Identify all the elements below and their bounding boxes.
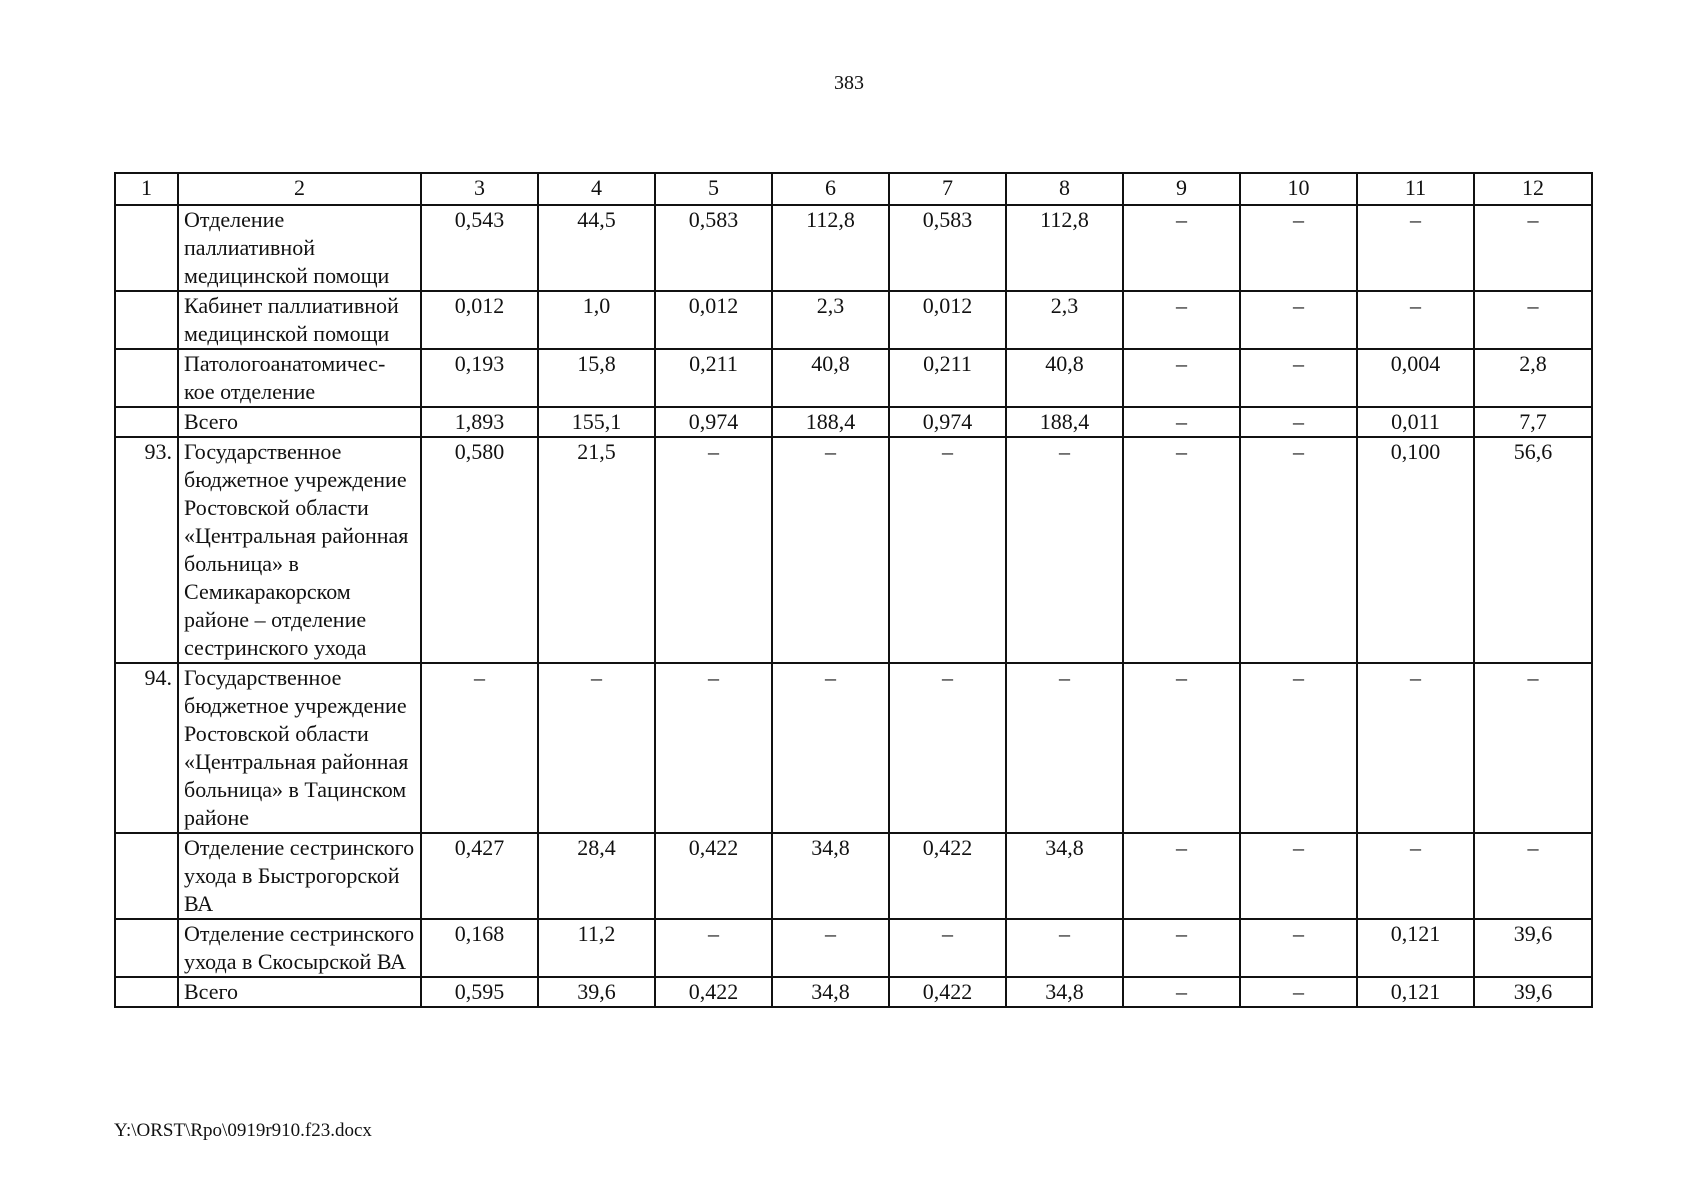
row-number — [115, 205, 178, 291]
table-cell: 188,4 — [772, 407, 889, 437]
column-header: 5 — [655, 173, 772, 205]
table-cell: – — [1240, 349, 1357, 407]
table-cell: – — [1006, 437, 1123, 663]
table-cell: 0,543 — [421, 205, 538, 291]
column-header: 10 — [1240, 173, 1357, 205]
row-number — [115, 833, 178, 919]
table-cell: – — [1123, 437, 1240, 663]
table-cell: – — [1474, 833, 1592, 919]
table-cell: 21,5 — [538, 437, 655, 663]
row-name: Кабинет паллиативной медицинской помощи — [178, 291, 421, 349]
table-cell: – — [1240, 663, 1357, 833]
table-cell: – — [1357, 833, 1474, 919]
table-cell: 34,8 — [1006, 833, 1123, 919]
column-header: 11 — [1357, 173, 1474, 205]
table-cell: 2,3 — [772, 291, 889, 349]
table-cell: 39,6 — [538, 977, 655, 1007]
table-cell: – — [1123, 291, 1240, 349]
row-name: Патологоанатомичес-кое отделение — [178, 349, 421, 407]
table-cell: 0,583 — [889, 205, 1006, 291]
table-cell: – — [1240, 437, 1357, 663]
table-cell: 11,2 — [538, 919, 655, 977]
table-row — [115, 919, 1592, 977]
column-header: 12 — [1474, 173, 1592, 205]
row-name: Отделение сестринского ухода в Быстрогорской ВА — [178, 833, 421, 919]
table-cell: – — [772, 663, 889, 833]
table-cell: – — [1240, 919, 1357, 977]
table-body — [115, 173, 1592, 1007]
row-name: Государственное бюджетное учреждение Ростовской области «Центральная районная больница» в Семикаракорском районе – отделение сестринского ухода — [178, 437, 421, 663]
table-cell: 1,0 — [538, 291, 655, 349]
row-number — [115, 349, 178, 407]
row-name: Всего — [178, 977, 421, 1007]
column-header: 4 — [538, 173, 655, 205]
table-cell: – — [538, 663, 655, 833]
table-row — [115, 291, 1592, 349]
table-cell: 0,422 — [655, 833, 772, 919]
table-cell: – — [1123, 407, 1240, 437]
table-cell: – — [1474, 291, 1592, 349]
table-cell: 0,422 — [889, 833, 1006, 919]
table-cell: 112,8 — [1006, 205, 1123, 291]
table-cell: 1,893 — [421, 407, 538, 437]
table-cell: – — [1123, 977, 1240, 1007]
table-cell: 7,7 — [1474, 407, 1592, 437]
row-number — [115, 407, 178, 437]
column-header: 9 — [1123, 173, 1240, 205]
table-row — [115, 407, 1592, 437]
row-number: 94. — [115, 663, 178, 833]
table-row — [115, 437, 1592, 663]
table-row — [115, 833, 1592, 919]
table-cell: – — [1123, 349, 1240, 407]
table-cell: – — [1123, 205, 1240, 291]
table-cell: 0,595 — [421, 977, 538, 1007]
table-cell: – — [421, 663, 538, 833]
table-cell: 28,4 — [538, 833, 655, 919]
column-header: 8 — [1006, 173, 1123, 205]
row-number: 93. — [115, 437, 178, 663]
table-row — [115, 205, 1592, 291]
table-cell: 0,422 — [889, 977, 1006, 1007]
table-cell: 0,974 — [655, 407, 772, 437]
table-cell: 0,012 — [421, 291, 538, 349]
table-cell: – — [1357, 663, 1474, 833]
table-cell: – — [655, 663, 772, 833]
table-cell: 15,8 — [538, 349, 655, 407]
table-cell: 56,6 — [1474, 437, 1592, 663]
column-header: 2 — [178, 173, 421, 205]
table-cell: 40,8 — [772, 349, 889, 407]
table-cell: – — [1123, 833, 1240, 919]
row-number — [115, 919, 178, 977]
table-cell: – — [1240, 977, 1357, 1007]
row-number — [115, 291, 178, 349]
row-name: Отделение сестринского ухода в Скосырской ВА — [178, 919, 421, 977]
table-cell: 0,168 — [421, 919, 538, 977]
column-header: 3 — [421, 173, 538, 205]
table-cell: 0,100 — [1357, 437, 1474, 663]
row-number — [115, 977, 178, 1007]
table-cell: – — [772, 919, 889, 977]
table-cell: – — [889, 437, 1006, 663]
table-cell: 0,193 — [421, 349, 538, 407]
table-row — [115, 663, 1592, 833]
table-cell: 0,974 — [889, 407, 1006, 437]
table-cell: – — [1240, 833, 1357, 919]
table-cell: – — [1006, 919, 1123, 977]
table-cell: 34,8 — [1006, 977, 1123, 1007]
table-cell: – — [1474, 205, 1592, 291]
table-cell: – — [1357, 291, 1474, 349]
table-cell: – — [1474, 663, 1592, 833]
data-table — [114, 172, 1593, 1008]
table-cell: – — [655, 919, 772, 977]
table-header-row — [115, 173, 1592, 205]
table-cell: 112,8 — [772, 205, 889, 291]
column-header: 7 — [889, 173, 1006, 205]
table-cell: – — [889, 663, 1006, 833]
table-cell: 34,8 — [772, 977, 889, 1007]
table-cell: 0,004 — [1357, 349, 1474, 407]
table-cell: – — [1123, 919, 1240, 977]
table-cell: 39,6 — [1474, 977, 1592, 1007]
table-cell: 2,8 — [1474, 349, 1592, 407]
table-cell: 40,8 — [1006, 349, 1123, 407]
column-header: 6 — [772, 173, 889, 205]
row-name: Отделение паллиативной медицинской помощи — [178, 205, 421, 291]
table-cell: – — [1240, 205, 1357, 291]
table-cell: 0,211 — [655, 349, 772, 407]
table-row — [115, 349, 1592, 407]
table-cell: 39,6 — [1474, 919, 1592, 977]
table-cell: – — [1240, 291, 1357, 349]
row-name: Всего — [178, 407, 421, 437]
table-cell: 0,580 — [421, 437, 538, 663]
table-cell: 0,121 — [1357, 977, 1474, 1007]
row-name: Государственное бюджетное учреждение Ростовской области «Центральная районная больница» в Тацинском районе — [178, 663, 421, 833]
table-cell: 188,4 — [1006, 407, 1123, 437]
table-cell: 0,012 — [655, 291, 772, 349]
footer-file-path: Y:\ORST\Rpo\0919r910.f23.docx — [114, 1120, 372, 1141]
table-cell: – — [889, 919, 1006, 977]
table-cell: 44,5 — [538, 205, 655, 291]
table-cell: 0,427 — [421, 833, 538, 919]
table-cell: 0,211 — [889, 349, 1006, 407]
table-cell: – — [1006, 663, 1123, 833]
table-cell: 0,012 — [889, 291, 1006, 349]
page-number: 383 — [834, 72, 864, 94]
table-cell: 155,1 — [538, 407, 655, 437]
table-cell: 0,011 — [1357, 407, 1474, 437]
table-cell: 2,3 — [1006, 291, 1123, 349]
table-cell: – — [655, 437, 772, 663]
table-row — [115, 977, 1592, 1007]
table-cell: 0,583 — [655, 205, 772, 291]
table-cell: – — [1123, 663, 1240, 833]
table-cell: 0,422 — [655, 977, 772, 1007]
table-cell: 34,8 — [772, 833, 889, 919]
table-cell: – — [1357, 205, 1474, 291]
table-cell: – — [1240, 407, 1357, 437]
column-header: 1 — [115, 173, 178, 205]
table-cell: – — [772, 437, 889, 663]
table-cell: 0,121 — [1357, 919, 1474, 977]
